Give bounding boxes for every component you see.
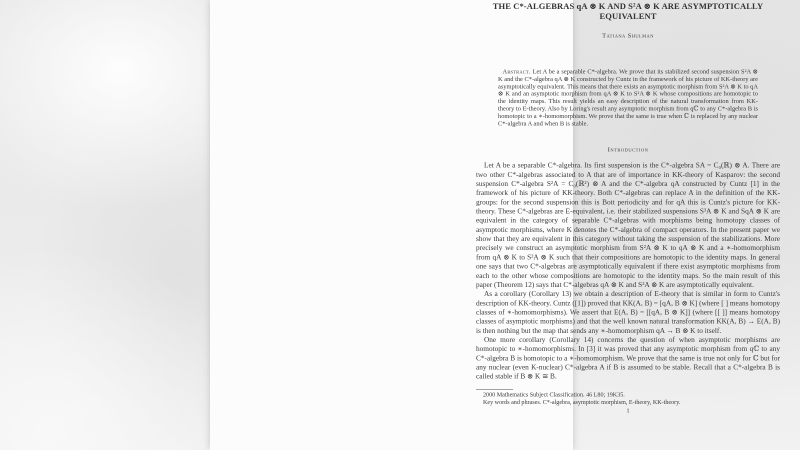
intro-paragraph-3: One more corollary (Corollary 14) concerns the question of when asymptotic morphisms are homotopic to ∗-homomorphisms. In [3] it was proved that any asymptotic morphism from qℂ to any C*-algebra B is homotopic to a ∗-homomorphism. We prove that the same is true not only for ℂ but for any nuclear (even K-nuclear) C*-algebra A if B is assumed to be stable. Recall that a C*-algebra B is called stable if B ⊗ K ≅ B. (476, 335, 780, 381)
footnote-msc: 2000 Mathematics Subject Classification. 46 L80; 19K35. (483, 390, 625, 398)
introduction-heading: Introduction (607, 145, 649, 154)
paper-text-block (476, 0, 780, 450)
paper-page (210, 0, 780, 450)
abstract-text: Let A be a separable C*-algebra. We prove that its stabilized second suspension S²A ⊗ K and the C*-algebra qA ⊗ K constructed by Cuntz in the framework of his picture of KK-theory are asymptotically equivalent. This means that there exists an asymptotic morphism from S²A ⊗ K to qA ⊗ K and an asymptotic morphism from qA ⊗ K to S²A ⊗ K whose compositions are homotopic to the identity maps. This result yields an easy description of the natural transformation from KK-theory to E-theory. Also by Loring's result any asymptotic morphism from qℂ to any C*-algebra B is homotopic to a ∗-homomorphism. We prove that the same is true when ℂ is replaced by any nuclear C*-algebra A and when B is stable. (498, 68, 758, 127)
paper-title: THE C*-ALGEBRAS qA ⊗ K AND S²A ⊗ K ARE ASYMPTOTICALLY EQUIVALENT (492, 1, 764, 21)
page-number: 1 (626, 407, 630, 415)
footnote-divider (476, 389, 513, 390)
footnote-keywords: Key words and phrases. C*-algebra, asymptotic morphism, E-theory, KK-theory. (483, 398, 681, 406)
paper-author: Tatiana Shulman (602, 31, 654, 39)
abstract-paragraph (498, 68, 758, 127)
abstract-label: Abstract. (502, 68, 531, 75)
intro-paragraph-1: Let A be a separable C*-algebra. Its first suspension is the C*-algebra SA = C₀(ℝ) ⊗ A. There are two other C*-algebras associated to A that are of importance in KK-theory of Kasparov: the second suspension C*-algebra S²A = C₀(ℝ²) ⊗ A and the C*-algebra qA constructed by Cuntz [1] in the framework of his picture of KK-theory. Both C*-algebras can replace A in the definition of the KK-groups: for the second suspension this is Bott periodicity and for qA this is Cuntz's picture for KK-theory. These C*-algebras are E-equivalent, i.e. their stabilized suspensions S³A ⊗ K and SqA ⊗ K are equivalent in the category of separable C*-algebras with morphisms being homotopy classes of asymptotic morphisms, where K denotes the C*-algebra of compact operators. In the present paper we show that they are equivalent in this category without taking the suspension of the stabilizations. More precisely we construct an asymptotic morphism from S²A ⊗ K to qA ⊗ K and a ∗-homomorphism from qA ⊗ K to S²A ⊗ K such that their compositions are homotopic to the identity maps. In general one says that two C*-algebras are asymptotically equivalent if there exist asymptotic morphisms from each to the other whose compositions are homotopic to the identity maps. So the main result of this paper (Theorem 12) says that C*-algebras qA ⊗ K and S²A ⊗ K are asymptotically equivalent. (476, 161, 780, 289)
intro-paragraph-2: As a corollary (Corollary 13) we obtain a description of E-theory that is similar in form to Cuntz's description of KK-theory. Cuntz ([1]) proved that KK(A, B) = [qA, B ⊗ K] (where [ ] means homotopy classes of ∗-homomorphisms). We assert that E(A, B) = [[qA, B ⊗ K]] (where [[ ]] means homotopy classes of asymptotic morphisms) and that the well known natural transformation KK(A, B) → E(A, B) is then nothing but the map that sends any ∗-homomorphism qA → B ⊗ K to itself. (476, 290, 780, 335)
